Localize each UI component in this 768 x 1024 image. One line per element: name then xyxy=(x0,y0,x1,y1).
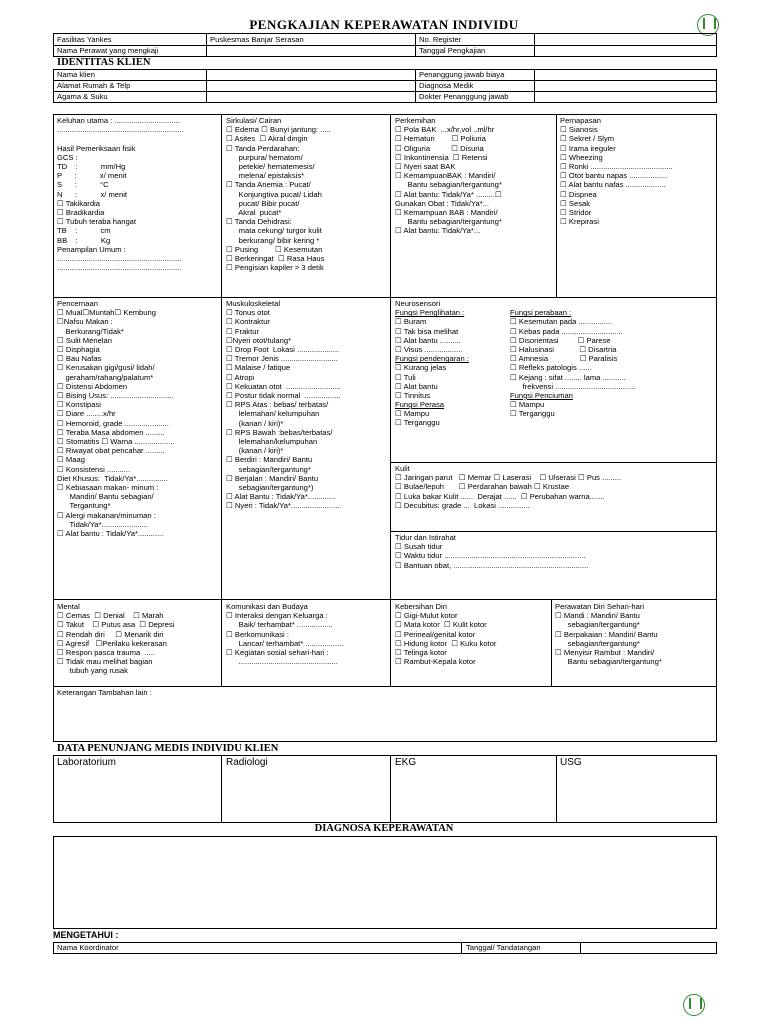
pencernaan-line[interactable]: ☐ Teraba Masa abdomen ......... xyxy=(57,427,165,437)
neuro-row xyxy=(395,317,715,326)
pencernaan-line: Berkurang/Tidak* xyxy=(57,326,124,336)
kebersihan-line[interactable]: ☐ Telinga kotor xyxy=(395,648,447,658)
komunikasi-line[interactable]: ☐ Interaksi dengan Keluarga : xyxy=(226,611,328,621)
pencernaan-line[interactable]: ☐ Hemoroid, grade ..................... xyxy=(57,418,169,428)
neuro-row xyxy=(395,382,715,391)
neuro-right[interactable]: ☐ Mampu xyxy=(510,400,545,410)
identitas-table xyxy=(53,69,717,103)
muskulo-line[interactable]: ☐ Tremor Jenis ........................... xyxy=(226,354,338,364)
pernapasan-line[interactable]: ☐ Sesak xyxy=(560,198,591,208)
mental-line: tubuh yang rusak xyxy=(57,666,128,676)
mental-line[interactable]: ☐ Agresif ☐Perilaku kekerasan xyxy=(57,638,167,648)
komunikasi-line: ............................................... xyxy=(226,657,338,667)
pencernaan-line: Mandiri/ Bantu sebagian/ xyxy=(57,492,154,502)
section-pernapasan xyxy=(560,116,673,226)
muskulo-line: Muskuloskeletal xyxy=(226,299,281,308)
kebersihan-line[interactable]: ☐ Hidung kotor ☐ Kuku kotor xyxy=(395,638,497,648)
sirkulasi-line[interactable]: ☐ Edema ☐ Bunyi jantung: ..... xyxy=(226,125,331,135)
muskulo-line: (kanan / kiri)* xyxy=(226,446,284,456)
keluhan-line xyxy=(57,134,184,143)
perawatan-line[interactable]: ☐ Mandi : Mandiri/ Bantu xyxy=(555,611,640,621)
perawatan-line: Bantu sebagian/tergantung* xyxy=(555,657,662,667)
pernapasan-line[interactable]: ☐ Sekret / Slym xyxy=(560,134,615,144)
neuro-left[interactable]: ☐ Mampu xyxy=(395,409,430,419)
label-nama-perawat: Nama Perawat yang mengkaji xyxy=(57,46,159,55)
muskulo-line[interactable]: ☐ Drop Foot Lokasi .................... xyxy=(226,345,340,355)
neuro-left: Fungsi Penglihatan : xyxy=(395,308,465,318)
keluhan-line: TD : mm/Hg xyxy=(57,162,126,172)
pernapasan-line[interactable]: ☐ Ronki ....................................... xyxy=(560,162,673,172)
pencernaan-line[interactable]: ☐ Maag xyxy=(57,455,85,465)
keluhan-line: BB : Kg xyxy=(57,235,111,245)
neuro-right[interactable]: ☐ Kebas pada ............................. xyxy=(510,326,623,336)
mental-line[interactable]: ☐ Tidak mau melihat bagian xyxy=(57,657,153,667)
neuro-row xyxy=(395,409,715,418)
muskulo-line[interactable]: ☐ Atropi xyxy=(226,372,255,382)
komunikasi-line: Baik/ terhambat* ................. xyxy=(226,620,333,630)
pencernaan-line[interactable]: ☐ Kebiasaan makan- minum : xyxy=(57,483,159,493)
neuro-row xyxy=(395,363,715,372)
mental-line[interactable]: ☐ Takut ☐ Putus asa ☐ Depresi xyxy=(57,620,175,630)
label-alamat: Alamat Rumah & Telp xyxy=(57,81,131,90)
keluhan-line: TB : cm xyxy=(57,226,111,236)
section-mental xyxy=(57,602,174,676)
perawatan-line: sebagian/tergantung* xyxy=(555,638,640,648)
pernapasan-line[interactable]: ☐ Dispnea xyxy=(560,189,597,199)
section-neurosensori xyxy=(395,299,715,428)
pencernaan-line[interactable]: ☐Nafsu Makan : xyxy=(57,317,113,327)
sirkulasi-line: pucat/ Bibir pucat/ xyxy=(226,198,300,208)
neuro-row xyxy=(395,354,715,363)
pernapasan-line[interactable]: ☐ Alat bantu nafas ................... xyxy=(560,180,666,190)
label-nama-klien: Nama klien xyxy=(57,70,95,79)
muskulo-line[interactable]: ☐ Nyeri : Tidak/Ya*....................... xyxy=(226,501,340,511)
kebersihan-line[interactable]: ☐ Perineal/genital kotor xyxy=(395,629,476,639)
muskulo-line[interactable]: ☐ Berjalan : Mandiri/ Bantu xyxy=(226,473,319,483)
ministry-logo-footer-icon xyxy=(683,994,705,1016)
sirkulasi-line: Akral pucat* xyxy=(226,208,282,218)
perkemihan-line[interactable]: ☐ Pola BAK ...x/hr,vol ..ml/hr xyxy=(395,125,495,135)
keluhan-line: Hasil Pemeriksaan fisik xyxy=(57,143,136,153)
keluhan-line: S : °C xyxy=(57,180,109,190)
keluhan-line: ........................................................... xyxy=(57,254,182,264)
sirkulasi-line[interactable]: ☐ Pusing ☐ Kesemutan xyxy=(226,244,323,254)
muskulo-line: lelemahan/kelumpuhan xyxy=(226,437,318,447)
muskulo-line[interactable]: ☐ Tonus otot xyxy=(226,308,270,318)
neuro-row xyxy=(395,308,715,317)
section-komunikasi xyxy=(226,602,343,666)
sirkulasi-line: petekie/ hematemesis/ xyxy=(226,162,315,172)
neuro-row xyxy=(395,336,715,345)
komunikasi-line[interactable]: ☐ Berkomunikasi : xyxy=(226,629,289,639)
pernapasan-line[interactable]: ☐ Krepirasi xyxy=(560,217,599,227)
neuro-right[interactable]: ☐ Kejang : sifat ........ lama ........... xyxy=(510,372,626,382)
muskulo-line[interactable]: ☐ Malaise / fatique xyxy=(226,363,291,373)
neuro-left[interactable]: ☐ Tak bisa melihat xyxy=(395,326,459,336)
neuro-right: frekvensi ...................................... xyxy=(510,381,636,391)
neuro-row xyxy=(395,418,715,427)
neuro-row xyxy=(395,299,715,308)
muskulo-line[interactable]: ☐ Alat Bantu : Tidak/Ya*............. xyxy=(226,492,336,502)
muskulo-line: (kanan / kiri)* xyxy=(226,418,284,428)
label-diagnosa-medik: Diagnosa Medik xyxy=(419,81,474,90)
section-kulit xyxy=(395,464,621,510)
col-laboratorium: Laboratorium xyxy=(57,757,116,768)
sirkulasi-line[interactable]: ☐ Tanda Perdarahan: xyxy=(226,143,300,153)
pencernaan-line[interactable]: ☐ Distensi Abdomen xyxy=(57,381,128,391)
tidur-line: Tidur dan Istirahat xyxy=(395,533,456,542)
neuro-left: Neurosensori xyxy=(395,299,441,308)
col-usg: USG xyxy=(560,757,582,768)
mental-line[interactable]: ☐ Cemas ☐ Denial ☐ Marah xyxy=(57,611,164,621)
kebersihan-line: Kebersihan Diri xyxy=(395,602,447,611)
section-kebersihan xyxy=(395,602,496,666)
pencernaan-line[interactable]: ☐ Alat bantu : Tidak/Ya*............ xyxy=(57,529,164,539)
pencernaan-line[interactable]: ☐ Riwayat obat pencahar ......... xyxy=(57,446,165,456)
perkemihan-line: Bantu sebagian/tergantung* xyxy=(395,180,502,190)
sirkulasi-line[interactable]: ☐ Pengisian kapiler > 3 detik xyxy=(226,263,324,273)
pernapasan-line[interactable]: ☐ Sianosis xyxy=(560,125,598,135)
neuro-left[interactable]: ☐ Visus .................. xyxy=(395,344,463,354)
pencernaan-line[interactable]: ☐ Mual☐Muntah☐ Kembung xyxy=(57,308,156,318)
keluhan-line: Penampilan Umum : xyxy=(57,244,126,254)
label-dokter: Dokter Penanggung jawab xyxy=(419,92,509,101)
keluhan-line[interactable]: ☐ Tubuh teraba hangat xyxy=(57,217,137,227)
mental-line[interactable]: ☐ Respon pasca trauma ..... xyxy=(57,648,155,658)
perkemihan-line: Perkemihan xyxy=(395,116,436,125)
perawatan-line[interactable]: ☐ Berpakaian : Mandiri/ Bantu xyxy=(555,629,658,639)
sirkulasi-line[interactable]: ☐ Asites ☐ Akral dingin xyxy=(226,134,308,144)
perkemihan-line[interactable]: ☐ Kemampuan BAB : Mandiri/ xyxy=(395,208,498,218)
kebersihan-line[interactable]: ☐ Mata kotor ☐ Kulit kotor xyxy=(395,620,487,630)
section-tidur xyxy=(395,533,588,570)
kulit-line: Kulit xyxy=(395,464,410,473)
pencernaan-line[interactable]: ☐ Sulit Menelan xyxy=(57,335,112,345)
pencernaan-line: Diet Khusus: Tidak/Ya*............... xyxy=(57,473,168,483)
mengetahui-table xyxy=(53,942,717,954)
pernapasan-line[interactable]: ☐ Stridor xyxy=(560,208,592,218)
neuro-right[interactable]: ☐ Disorientasi ☐ Parese xyxy=(510,335,611,345)
neuro-row xyxy=(395,400,715,409)
tidur-line[interactable]: ☐ Waktu tidur ................................................................... xyxy=(395,551,586,561)
komunikasi-line[interactable]: ☐ Kegiatan sosial sehari-hari : xyxy=(226,648,329,658)
identitas-title: IDENTITAS KLIEN xyxy=(57,57,151,68)
sirkulasi-line: purpura/ hematom/ xyxy=(226,152,303,162)
sirkulasi-line[interactable]: ☐ Berkeringat ☐ Rasa Haus xyxy=(226,254,325,264)
keluhan-line: ............................................................ xyxy=(57,125,184,135)
neuro-row xyxy=(395,327,715,336)
sirkulasi-line: Sirkulasi/ Cairan xyxy=(226,116,282,125)
mental-line: Mental xyxy=(57,602,80,611)
diagnosa-box[interactable] xyxy=(53,836,717,929)
neuro-left[interactable]: ☐ Tinnitus xyxy=(395,390,431,400)
pencernaan-line[interactable]: ☐ Bising Usus: .............................. xyxy=(57,391,174,401)
pencernaan-line[interactable]: ☐ Disphagia xyxy=(57,345,100,355)
tidur-line[interactable]: ☐ Susah tidur xyxy=(395,542,443,552)
keluhan-line[interactable]: ☐ Takikardia xyxy=(57,198,100,208)
kebersihan-line[interactable]: ☐ Rambut-Kepala kotor xyxy=(395,657,476,667)
label-tanggal-pengkajian: Tanggal Pengkajian xyxy=(419,46,486,55)
neuro-left[interactable]: ☐ Kurang jelas xyxy=(395,363,447,373)
neuro-left[interactable]: ☐ Buram xyxy=(395,317,427,327)
sirkulasi-line: mata cekung/ turgor kulit xyxy=(226,226,322,236)
keluhan-line: GCS : xyxy=(57,152,78,162)
perkemihan-line[interactable]: ☐ KemampuanBAK : Mandiri/ xyxy=(395,171,496,181)
sirkulasi-line[interactable]: ☐ Tanda Dehidrasi: xyxy=(226,217,292,227)
perawatan-line[interactable]: ☐ Menyisir Rambut : Mandiri/ xyxy=(555,648,655,658)
kulit-line[interactable]: ☐ Jaringan parut ☐ Memar ☐ Laserasi ☐ Ulserasi ☐ Pus ......... xyxy=(395,473,622,483)
mental-line[interactable]: ☐ Rendah diri ☐ Menarik diri xyxy=(57,629,164,639)
muskulo-line: sebagian/tergantung*) xyxy=(226,483,314,493)
muskulo-line[interactable]: ☐ Kekuatan otot .......................... xyxy=(226,381,341,391)
section-keluhan xyxy=(57,116,184,272)
neuro-right[interactable]: ☐ Halusinasi ☐ Disartria xyxy=(510,344,617,354)
section-perkemihan xyxy=(395,116,502,236)
muskulo-line[interactable]: ☐ RPS Atas : bebas/ terbatas/ xyxy=(226,400,329,410)
pencernaan-line: geraham/rahang/palatum* xyxy=(57,372,154,382)
neuro-right[interactable]: ☐ Refleks patologis ...... xyxy=(510,363,592,373)
label-no-register: No. Register xyxy=(419,35,462,44)
pencernaan-line: Pencernaan xyxy=(57,299,98,308)
pencernaan-line[interactable]: ☐ Bau Nafas xyxy=(57,354,102,364)
neuro-right: Fungsi Penciuman xyxy=(510,390,573,400)
sirkulasi-line[interactable]: ☐ Tanda Anemia : Pucat/ xyxy=(226,180,311,190)
sirkulasi-line: berkurang/ bibir kering * xyxy=(226,235,320,245)
neuro-left[interactable]: ☐ Terganggu xyxy=(395,418,440,428)
penunjang-title: DATA PENUNJANG MEDIS INDIVIDU KLIEN xyxy=(57,743,279,754)
pernapasan-line[interactable]: ☐ Wheezing xyxy=(560,152,603,162)
section-perawatan xyxy=(555,602,662,666)
muskulo-line[interactable]: ☐ Kontraktur xyxy=(226,317,270,327)
label-fasilitas: Fasilitas Yankes xyxy=(57,35,112,44)
value-fasilitas: Puskesmas Banjar Serasan xyxy=(210,35,304,44)
neuro-row xyxy=(395,345,715,354)
sirkulasi-line: melena/ epistaksis* xyxy=(226,171,305,181)
kulit-line[interactable]: ☐ Bulae/lepuh ☐ Perdarahan bawah ☐ Krustae xyxy=(395,482,570,492)
kulit-line[interactable]: ☐ Luka bakar Kulit ...... Derajat ...... ☐ Perubahan warna....... xyxy=(395,491,605,501)
perkemihan-line[interactable]: ☐ Nyeri saat BAK xyxy=(395,162,456,172)
komunikasi-line: Lancar/ terhambat* .................. xyxy=(226,638,344,648)
neuro-right: Fungsi perabaan : xyxy=(510,308,572,318)
neuro-row xyxy=(395,373,715,382)
perkemihan-line[interactable]: ☐ Inkontinensia ☐ Retensi xyxy=(395,152,488,162)
keterangan-label: Keterangan Tambahan lain : xyxy=(57,688,152,697)
perkemihan-line[interactable]: ☐ Alat bantu: Tidak/Ya*... xyxy=(395,226,481,236)
pencernaan-line[interactable]: ☐ Konstipasi xyxy=(57,400,101,410)
muskulo-line[interactable]: ☐ Berdiri : Mandiri/ Bantu xyxy=(226,455,313,465)
muskulo-line: sebagian/tergantung* xyxy=(226,464,311,474)
neuro-left: Fungsi pendengaran : xyxy=(395,354,469,364)
muskulo-line[interactable]: ☐Nyeri otot/tulang* xyxy=(226,335,292,345)
penunjang-table xyxy=(53,755,717,823)
perkemihan-line[interactable]: ☐ Hematuri ☐ Poliuria xyxy=(395,134,486,144)
pencernaan-line[interactable]: ☐ Konsistensi ........... xyxy=(57,464,131,474)
pencernaan-line[interactable]: ☐ Stomatitis ☐ Warna ................... xyxy=(57,437,175,447)
label-tanggal-tandatangan: Tanggal/ Tandatangan xyxy=(466,943,541,952)
col-ekg: EKG xyxy=(395,757,417,768)
section-sirkulasi xyxy=(226,116,331,272)
perkemihan-line: Gunakan Obat : Tidak/Ya*... xyxy=(395,198,489,208)
pencernaan-line[interactable]: ☐ Diare ........x/hr xyxy=(57,409,116,419)
pernapasan-line[interactable]: ☐ Irama ireguler xyxy=(560,143,616,153)
neuro-right[interactable]: ☐ Amnesia ☐ Paralisis xyxy=(510,354,618,364)
mengetahui-label: MENGETAHUI : xyxy=(53,930,119,940)
tidur-line[interactable]: ☐ Bantuan obat, ................................................................ xyxy=(395,560,589,570)
diagnosa-title: DIAGNOSA KEPERAWATAN xyxy=(314,823,454,834)
section-pencernaan xyxy=(57,299,175,538)
pernapasan-line[interactable]: ☐ Otot bantu napas .................. xyxy=(560,171,668,181)
keluhan-line: N : x/ menit xyxy=(57,189,128,199)
muskulo-line[interactable]: ☐ Postur tidak normal ................. xyxy=(226,391,341,401)
neuro-right[interactable]: ☐ Terganggu xyxy=(510,409,555,419)
muskulo-line[interactable]: ☐ Fraktur xyxy=(226,326,259,336)
neuro-left: Fungsi Perasa xyxy=(395,400,444,410)
keluhan-line: ........................................................... xyxy=(57,263,182,273)
keluhan-line[interactable]: ☐ Bradikardia xyxy=(57,208,105,218)
label-koordinator: Nama Koordinator xyxy=(57,943,119,952)
pencernaan-line: Tergantung* xyxy=(57,501,111,511)
keluhan-line: P : x/ menit xyxy=(57,171,127,181)
perawatan-line: sebagian/tergantung* xyxy=(555,620,640,630)
kebersihan-line[interactable]: ☐ Gigi-Mulut kotor xyxy=(395,611,458,621)
perawatan-line: Perawatan Diri Sehari-hari xyxy=(555,602,645,611)
muskulo-line: lelemahan/ kelumpuhan xyxy=(226,409,320,419)
col-radiologi: Radiologi xyxy=(226,757,268,768)
perkemihan-line: Bantu sebagian/tergantung* xyxy=(395,217,502,227)
komunikasi-line: Komunikasi dan Budaya xyxy=(226,602,308,611)
perkemihan-line[interactable]: ☐ Alat bantu: Tidak/Ya* .........☐ xyxy=(395,189,502,199)
neuro-left[interactable]: ☐ Alat bantu .......... xyxy=(395,335,461,345)
neuro-left[interactable]: ☐ Tuli xyxy=(395,372,416,382)
kulit-line[interactable]: ☐ Decubitus: grade ... Lokasi ............... xyxy=(395,500,530,510)
label-penanggung-biaya: Penanggung jawab biaya xyxy=(419,70,505,79)
pernapasan-line: Pernapasan xyxy=(560,116,601,125)
perkemihan-line[interactable]: ☐ Oliguria ☐ Disuria xyxy=(395,143,484,153)
sirkulasi-line: Konjungtiva pucat/ Lidah xyxy=(226,189,322,199)
page-title: PENGKAJIAN KEPERAWATAN INDIVIDU xyxy=(249,17,519,32)
keluhan-line: Keluhan utama : ............................... xyxy=(57,116,180,125)
muskulo-line[interactable]: ☐ RPS Bawah :bebas/terbatas/ xyxy=(226,427,333,437)
neuro-right[interactable]: ☐ Kesemutan pada ................ xyxy=(510,317,613,327)
neuro-left[interactable]: ☐ Alat bantu xyxy=(395,381,438,391)
pencernaan-line[interactable]: ☐ Kerusakan gigi/gusi/ lidah/ xyxy=(57,363,155,373)
section-muskuloskeletal xyxy=(226,299,341,511)
pencernaan-line[interactable]: ☐ Alergi makanan/minuman : xyxy=(57,510,156,520)
label-agama: Agama & Suku xyxy=(57,92,108,101)
neuro-row xyxy=(395,391,715,400)
pencernaan-line: Tidak/Ya*...................... xyxy=(57,519,149,529)
